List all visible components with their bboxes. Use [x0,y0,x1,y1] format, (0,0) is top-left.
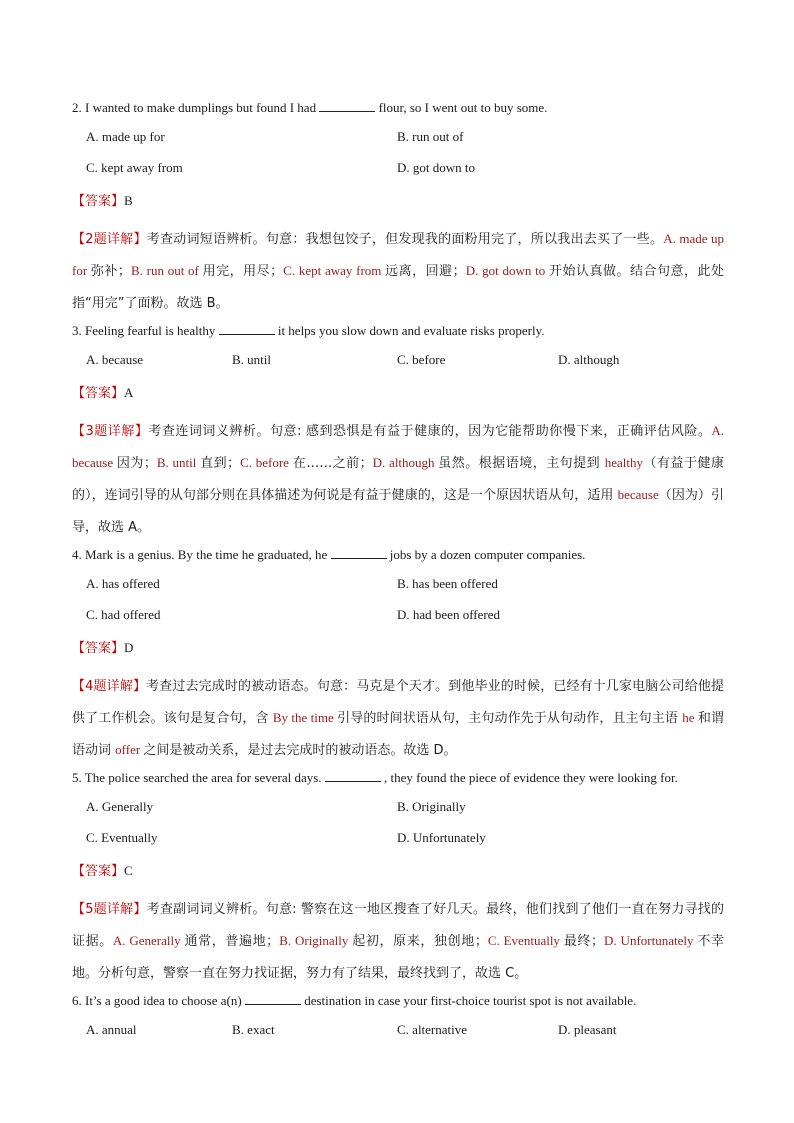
option-c: C. alternative [397,1022,468,1037]
explanation-tag: 【2题详解】 [72,232,147,247]
option-b: B. has been offered [397,576,498,591]
explanation-term: he [682,710,698,725]
option-d: D. pleasant [558,1022,617,1037]
explanation-text: 不幸地。分析句意，警察一直在努力找证据，努力有了结果，最终找到了，故选 C。 [72,934,724,981]
explanation-text: 和谓语动词 [72,711,724,758]
option-b: B. Originally [397,799,466,814]
option-d: D. had been offered [397,607,500,622]
explanation-text: 因为； [116,456,157,471]
options-row [72,352,724,372]
answer-value: D [124,640,134,655]
explanation-tag: 【5题详解】 [72,902,147,917]
question-stem [72,768,724,788]
explanation-text: （有益于健康的），连词引导的从句部分则在具体描述为何说是有益于健康的，这是一个原因状语从句，适用 [72,456,724,503]
option-b: B. run out of [397,129,464,144]
explanation-text: 起初，原来，独创地； [352,934,488,949]
option-d: D. Unfortunately [397,830,486,845]
question-stem-text: it helps you slow down and evaluate risks properly. [277,323,545,338]
answer-line [72,861,724,882]
option-c: C. before [397,352,446,367]
answer-value: B [124,193,133,208]
option-b: B. until [232,352,272,367]
explanation-text: 考查过去完成时的被动语态。句意：马克是个天才。到他毕业的时候，已经有十几家电脑公司给他提供了工作机会。该句是复合句，含 [72,679,724,726]
explanation-term: healthy [604,455,644,470]
answer-blank [325,769,381,782]
explanation-term: C. Eventually [487,933,564,948]
explanation-text: 开始认真做。结合句意，此处指“用完”了面粉。故选 B。 [72,264,724,311]
options-row [72,1022,724,1042]
explanation-text: 虽然。根据语境，主句提到 [438,456,605,471]
explanation-term: D. although [372,455,439,470]
option-c: C. had offered [86,607,161,622]
explanation-term: A. Generally [112,933,185,948]
explanation [72,670,724,766]
question-stem-text: flour, so I went out to buy some. [378,100,548,115]
options-row [72,607,724,627]
explanation-term: B. run out of [130,263,203,278]
question-stem-text: 6. It’s a good idea to choose a(n) [72,993,242,1008]
answer-line [72,191,724,212]
question-stem-text: jobs by a dozen computer companies. [389,547,586,562]
explanation-text: 之间是被动关系，是过去完成时的被动语态。故选 D。 [143,743,457,758]
explanation-term: B. Originally [279,933,353,948]
question-stem [72,321,724,341]
answer-blank [331,546,387,559]
question-stem-text: 3. Feeling fearful is healthy [72,323,216,338]
question-stem-text: 5. The police searched the area for several days. [72,770,322,785]
option-a: A. has offered [86,576,160,591]
explanation-term: D. got down to [465,263,549,278]
explanation-term: because [617,487,659,502]
explanation-term: B. until [156,455,201,470]
answer-blank [245,992,301,1005]
question-stem-text: 2. I wanted to make dumplings but found I had [72,100,317,115]
question-stem-text: 4. Mark is a genius. By the time he graduated, he [72,547,328,562]
explanation-term: A. because [72,423,724,470]
explanation-text: 通常，普遍地； [184,934,280,949]
explanation-text: 考查副词词义辨析。句意: 警察在这一地区搜查了好几天。最终，他们找到了他们一直在努力寻找的证据。 [72,902,725,949]
option-a: A. because [86,352,144,367]
explanation-text: 远离，回避； [385,264,466,279]
option-c: C. Eventually [86,830,158,845]
explanation-text: 在……之前； [292,456,373,471]
explanation-term: C. before [240,455,293,470]
options-row [72,799,724,819]
explanation-text: 最终； [563,934,605,949]
explanation-term: A. made up for [72,231,724,278]
answer-blank [319,99,375,112]
option-d: D. although [558,352,620,367]
answer-tag: 【答案】 [72,641,125,656]
question-stem [72,545,724,565]
explanation-text: 用完，用尽； [202,264,284,279]
options-row [72,576,724,596]
options-row [72,830,724,850]
question-stem-text: , they found the piece of evidence they were looking for. [384,770,678,785]
answer-tag: 【答案】 [72,194,125,209]
answer-line [72,383,724,404]
explanation-text: 引导的时间状语从句，主句动作先于从句动作，且主句主语 [337,711,683,726]
options-row [72,129,724,149]
explanation-text: 弥补； [90,264,131,279]
explanation-text: 直到； [200,456,241,471]
answer-value: A [124,385,134,400]
explanation-tag: 【4题详解】 [72,679,147,694]
explanation-term: offer [115,742,144,757]
explanation-term: By the time [272,710,338,725]
explanation [72,223,724,319]
question-stem [72,991,724,1011]
explanation-text: 考查连词词义辨析。句意: 感到恐惧是有益于健康的，因为它能帮助你慢下来，正确评估风险。 [148,424,712,439]
document-page [72,98,724,1053]
question-stem [72,98,724,118]
option-a: A. annual [86,1022,137,1037]
option-d: D. got down to [397,160,475,175]
explanation [72,415,724,543]
answer-tag: 【答案】 [72,386,125,401]
option-a: A. made up for [86,129,165,144]
explanation-text: 考查动词短语辨析。句意：我想包饺子，但发现我的面粉用完了，所以我出去买了一些。 [146,232,664,247]
answer-blank [219,322,275,335]
option-c: C. kept away from [86,160,183,175]
explanation-tag: 【3题详解】 [72,424,149,439]
explanation-term: D. Unfortunately [604,933,698,948]
answer-line [72,638,724,659]
option-b: B. exact [232,1022,275,1037]
explanation-term: C. kept away from [283,263,386,278]
option-a: A. Generally [86,799,154,814]
question-stem-text: destination in case your first-choice tourist spot is not available. [304,993,637,1008]
answer-value: C [124,863,133,878]
options-row [72,160,724,180]
explanation [72,893,724,989]
answer-tag: 【答案】 [72,864,125,879]
explanation-text: （因为）引导，故选 A。 [72,488,724,535]
